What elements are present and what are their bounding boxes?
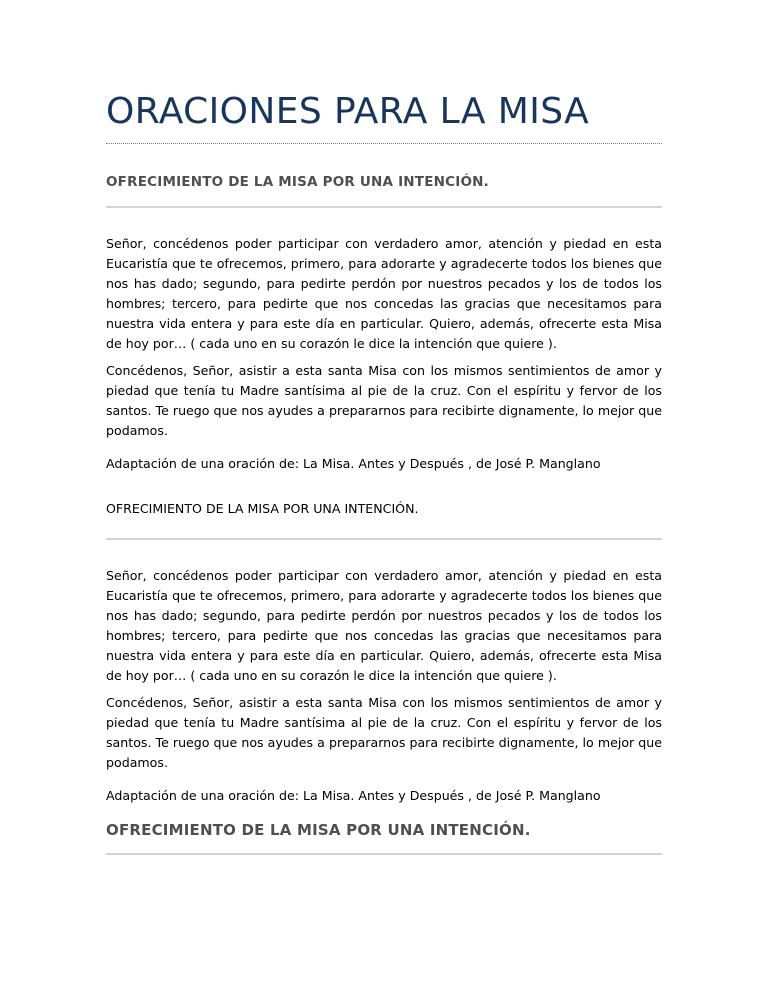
section-2-heading: OFRECIMIENTO DE LA MISA POR UNA INTENCIÓN. xyxy=(106,501,419,516)
section-1-paragraph-2: Concédenos, Señor, asistir a esta santa Misa con los mismos sentimientos de amor y piedad que tenía tu Madre santísima al pie de la cruz. Con el espíritu y fervor de los santos. Te ruego que nos ayudes a prepararnos para recibirte dignamente, lo mejor que podamos. xyxy=(106,363,662,438)
section-2-paragraph-1-block xyxy=(106,566,662,686)
page-title: ORACIONES PARA LA MISA xyxy=(106,91,590,132)
section-1-attribution: Adaptación de una oración de: La Misa. Antes y Después , de José P. Manglano xyxy=(106,456,601,471)
section-1-paragraph-1-block xyxy=(106,234,662,354)
section-2-divider xyxy=(106,538,662,540)
section-1-heading: OFRECIMIENTO DE LA MISA POR UNA INTENCIÓN. xyxy=(106,174,489,190)
section-2-paragraph-2: Concédenos, Señor, asistir a esta santa Misa con los mismos sentimientos de amor y piedad que tenía tu Madre santísima al pie de la cruz. Con el espíritu y fervor de los santos. Te ruego que nos ayudes a prepararnos para recibirte dignamente, lo mejor que podamos. xyxy=(106,695,662,770)
section-1-divider xyxy=(106,206,662,208)
section-2-attribution-block xyxy=(106,786,662,806)
section-3-heading: OFRECIMIENTO DE LA MISA POR UNA INTENCIÓN. xyxy=(106,821,531,839)
section-2-heading-block xyxy=(106,499,662,519)
section-3-heading-block xyxy=(106,820,662,840)
section-2-attribution: Adaptación de una oración de: La Misa. Antes y Después , de José P. Manglano xyxy=(106,788,601,803)
section-1-paragraph-2-block xyxy=(106,361,662,441)
title-divider xyxy=(106,143,662,144)
section-1-heading-block xyxy=(106,173,662,191)
section-2-paragraph-2-block xyxy=(106,693,662,773)
section-1-paragraph-1: Señor, concédenos poder participar con verdadero amor, atención y piedad en esta Eucaristía que te ofrecemos, primero, para adorarte y agradecerte todos los bienes que nos has dado; segundo, para pedirte perdón por nuestros pecados y los de todos los hombres; tercero, para pedirte que nos concedas las gracias que necesitamos para nuestra vida entera y para este día en particular. Quiero, además, ofrecerte esta Misa de hoy por… ( cada uno en su corazón le dice la intención que quiere ). xyxy=(106,236,662,351)
section-1-attribution-block xyxy=(106,454,662,474)
section-3-divider xyxy=(106,853,662,855)
section-2-paragraph-1: Señor, concédenos poder participar con verdadero amor, atención y piedad en esta Eucaristía que te ofrecemos, primero, para adorarte y agradecerte todos los bienes que nos has dado; segundo, para pedirte perdón por nuestros pecados y los de todos los hombres; tercero, para pedirte que nos concedas las gracias que necesitamos para nuestra vida entera y para este día en particular. Quiero, además, ofrecerte esta Misa de hoy por… ( cada uno en su corazón le dice la intención que quiere ). xyxy=(106,568,662,683)
